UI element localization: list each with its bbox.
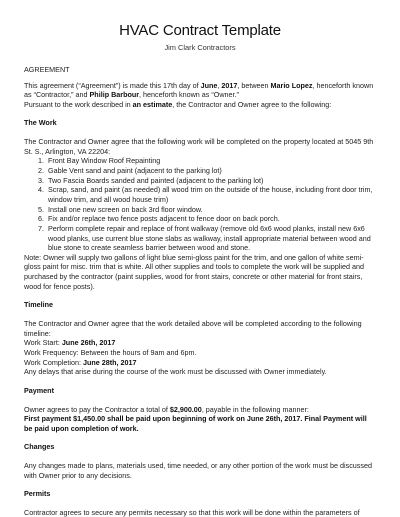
estimate-reference: an estimate (132, 99, 173, 109)
work-completion-label: Work Completion: (24, 357, 83, 367)
list-item: 6. Fix and/or replace two fence posts adjacent to fence door on back porch. (46, 214, 376, 224)
work-list (24, 156, 376, 252)
work-frequency: Work Frequency: Between the hours of 9am and 6pm. (24, 347, 197, 357)
work-completion (24, 358, 376, 368)
list-item: 4. Scrap, sand, and paint (as needed) all wood trim on the outside of the house, including front door trim, window trim, and all wood house trim) (46, 185, 376, 204)
agreement-paragraph (24, 81, 376, 100)
timeline-intro: The Contractor and Owner agree that the work detailed above will be completed according to the following timeline: (24, 319, 362, 338)
pursuant-text: Pursuant to the work described in (24, 99, 133, 109)
payment-total: $2,900.00 (169, 404, 202, 414)
work-start-label: Work Start: (24, 338, 62, 348)
agreement-month: June (200, 80, 218, 90)
list-item: 5. Install one new screen on back 3rd floor window. (46, 205, 376, 215)
agreement-text: , henceforth known as “Owner.” (139, 90, 239, 100)
document-body (24, 22, 376, 517)
agreement-text: , (217, 80, 222, 90)
list-item: 2. Gable Vent sand and paint (adjacent to the parking lot) (46, 166, 376, 176)
pursuant-text: , the Contractor and Owner agree to the following: (172, 99, 332, 109)
changes-heading: Changes (24, 442, 55, 452)
document-subtitle: Jim Clark Contractors (164, 43, 236, 52)
document-title: HVAC Contract Template (119, 22, 281, 39)
payment-schedule-text: First payment $1,450.00 shall be paid upon beginning of work on June 26th, 2017. Final Payment will be paid upon completion of work. (24, 414, 367, 433)
permits-text: Contractor agrees to secure any permits necessary so that this work will be done within the parameters of (24, 507, 360, 517)
work-start-date: June 26th, 2017 (61, 338, 116, 348)
delays-note: Any delays that arise during the course of the work must be discussed with Owner immediately. (24, 367, 327, 377)
agreement-text: , henceforth known as “Contractor,” and (24, 80, 374, 100)
payment-text: Owner agrees to pay the Contractor a total of (24, 404, 170, 414)
owner-name: Philip Barbour (89, 90, 140, 100)
agreement-text: This agreement (“Agreement”) is made this 17th day of (24, 80, 201, 90)
work-completion-date: June 28th, 2017 (82, 357, 137, 367)
list-item: 3. Two Fascia Boards sanded and painted (adjacent to the parking lot) (46, 176, 376, 186)
contractor-name: Mario Lopez (270, 80, 313, 90)
payment-heading: Payment (24, 385, 54, 395)
agreement-text: , between (237, 80, 271, 90)
work-heading: The Work (24, 118, 57, 128)
work-start (24, 338, 376, 348)
list-item: 1. Front Bay Window Roof Repainting (46, 156, 376, 166)
list-item: 7. Perform complete repair and replace of front walkway (remove old 6x6 wood planks, install new 6x6 wood planks, use current blue stone slabs as walkway, install appropriate material between wood and blue stone to create seamless barrier between wood and stone. (46, 224, 376, 253)
pursuant-paragraph (24, 100, 376, 110)
payment-paragraph (24, 405, 376, 415)
agreement-heading: AGREEMENT (24, 64, 70, 74)
work-note: Note: Owner will supply two gallons of light blue semi-gloss paint for the trim, and one gallon of white semi-gloss paint for misc. trim that is white. All other supplies and tools to complete the work will be supplied and purchased by the contractor (paint supplies, wood for front stairs, concrete or other material for front stairs, wood for fence posts). (24, 252, 364, 291)
permits-heading: Permits (24, 489, 51, 499)
payment-schedule (24, 414, 376, 433)
payment-text: , payable in the following manner: (201, 404, 309, 414)
agreement-year: 2017 (221, 80, 238, 90)
timeline-heading: Timeline (24, 300, 54, 310)
work-intro: The Contractor and Owner agree that the following work will be completed on the property located at 5045 9th St. S., Arlington, VA 22204: (24, 137, 374, 156)
changes-text: Any changes made to plans, materials used, time needed, or any other portion of the work must be discussed with Owner prior to any decisions. (24, 461, 372, 480)
